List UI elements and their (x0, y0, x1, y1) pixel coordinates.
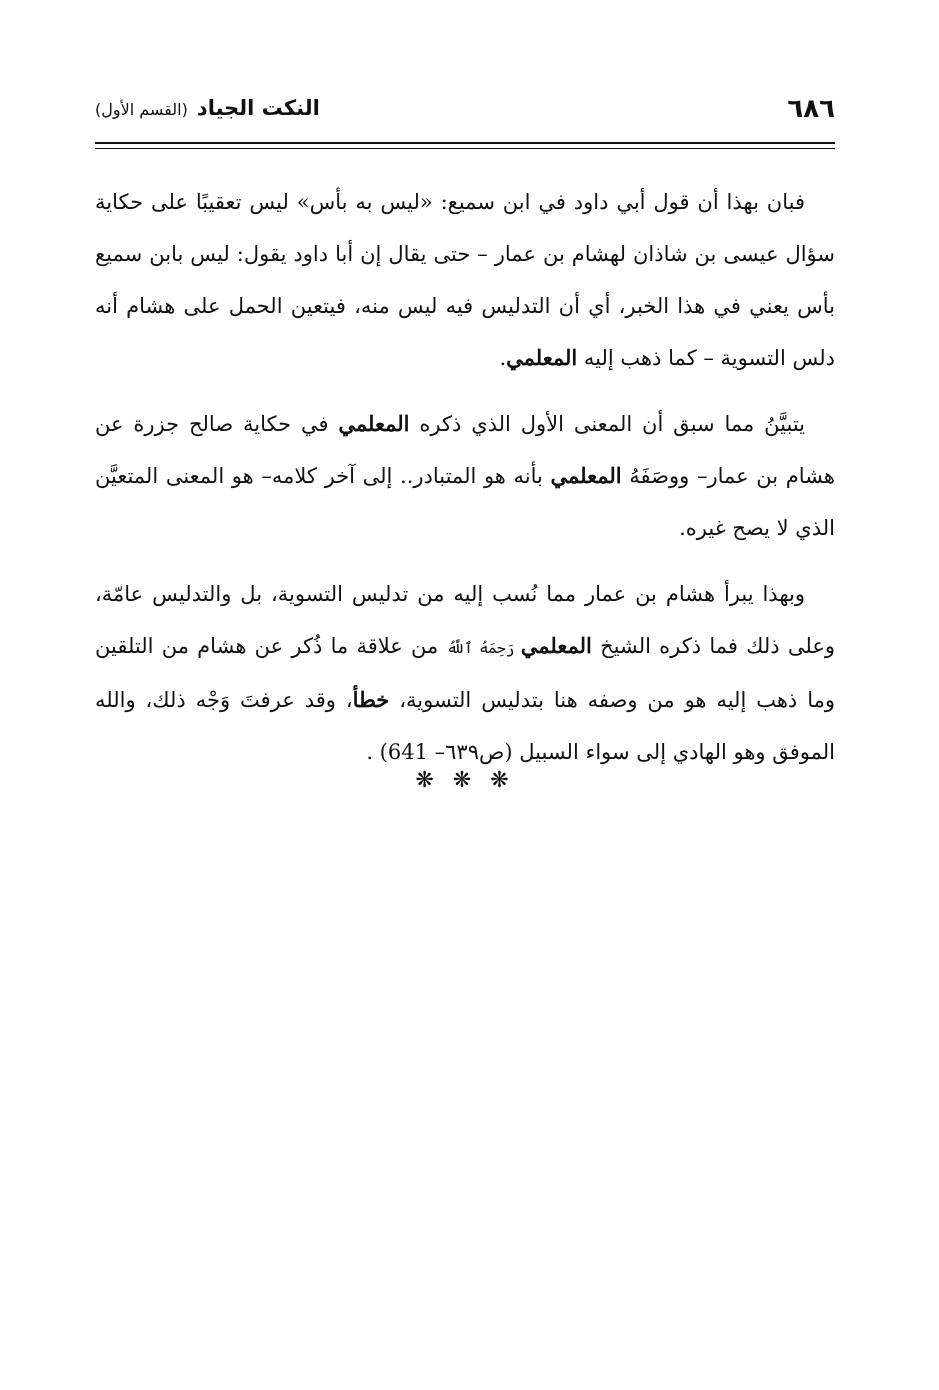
text-segment: في حكاية صالح جزرة عن هشام بن عمار– ووصَفَهُ (95, 412, 835, 488)
paragraph-3 (95, 568, 835, 778)
header-rule-thick (95, 142, 835, 144)
emphasis-word: خطأ (352, 687, 390, 712)
text-segment: فبان بهذا أن قول أبي داود في ابن سميع: «ليس به بأس» ليس تعقيبًا على حكاية سؤال عيسى بن شاذان لهشام بن عمار – حتى يقال إن أبا داود يقول: ليس بابن سميع بأس يعني في هذا الخبر، أي أن التدليس فيه ليس منه، فيتعين الحمل على هشام أنه دلس التسوية – كما ذهب إليه (95, 190, 835, 370)
author-name: المعلمي (338, 411, 410, 436)
author-name: المعلمي (550, 463, 622, 488)
text-segment: يتبيَّنُ مما سبق أن المعنى الأول الذي ذكره (409, 412, 806, 436)
paragraph-2 (95, 398, 835, 554)
text-segment: . (499, 346, 507, 370)
text-segment: من علاقة ما ذُكر عن هشام من التلقين وما ذهب إليه هو من وصفه هنا بتدليس التسوية، (95, 634, 836, 712)
book-part: (القسم الأول) (95, 100, 188, 119)
book-title: النكت الجياد (196, 96, 320, 120)
text-segment: ، وقد عرفتَ وَجْه ذلك، والله الموفق وهو الهادي إلى سواء السبيل (ص٦٣٩– 641) . (95, 688, 835, 764)
body-text (95, 176, 835, 792)
paragraph-1 (95, 176, 835, 384)
header-rule-thin (95, 148, 835, 149)
running-title (95, 96, 320, 120)
section-separator: ❋ ❋ ❋ (415, 768, 515, 793)
page-number: ٦٨٦ (787, 94, 835, 124)
text-segment: وبهذا يبرأ هشام بن عمار مما نُسب إليه من تدليس التسوية، بل والتدليس عامّة، وعلى ذلك فما ذكره الشيخ (95, 582, 835, 658)
author-name: المعلمي (520, 633, 592, 658)
honorific: رَحِمَهُ ٱللَّهُ (446, 639, 521, 657)
text-segment: بأنه هو المتبادر.. إلى آخر كلامه– هو المعنى المتعيَّن الذي لا يصح غيره. (95, 464, 835, 540)
page-header (95, 92, 835, 132)
author-name: المعلمي (506, 345, 578, 370)
